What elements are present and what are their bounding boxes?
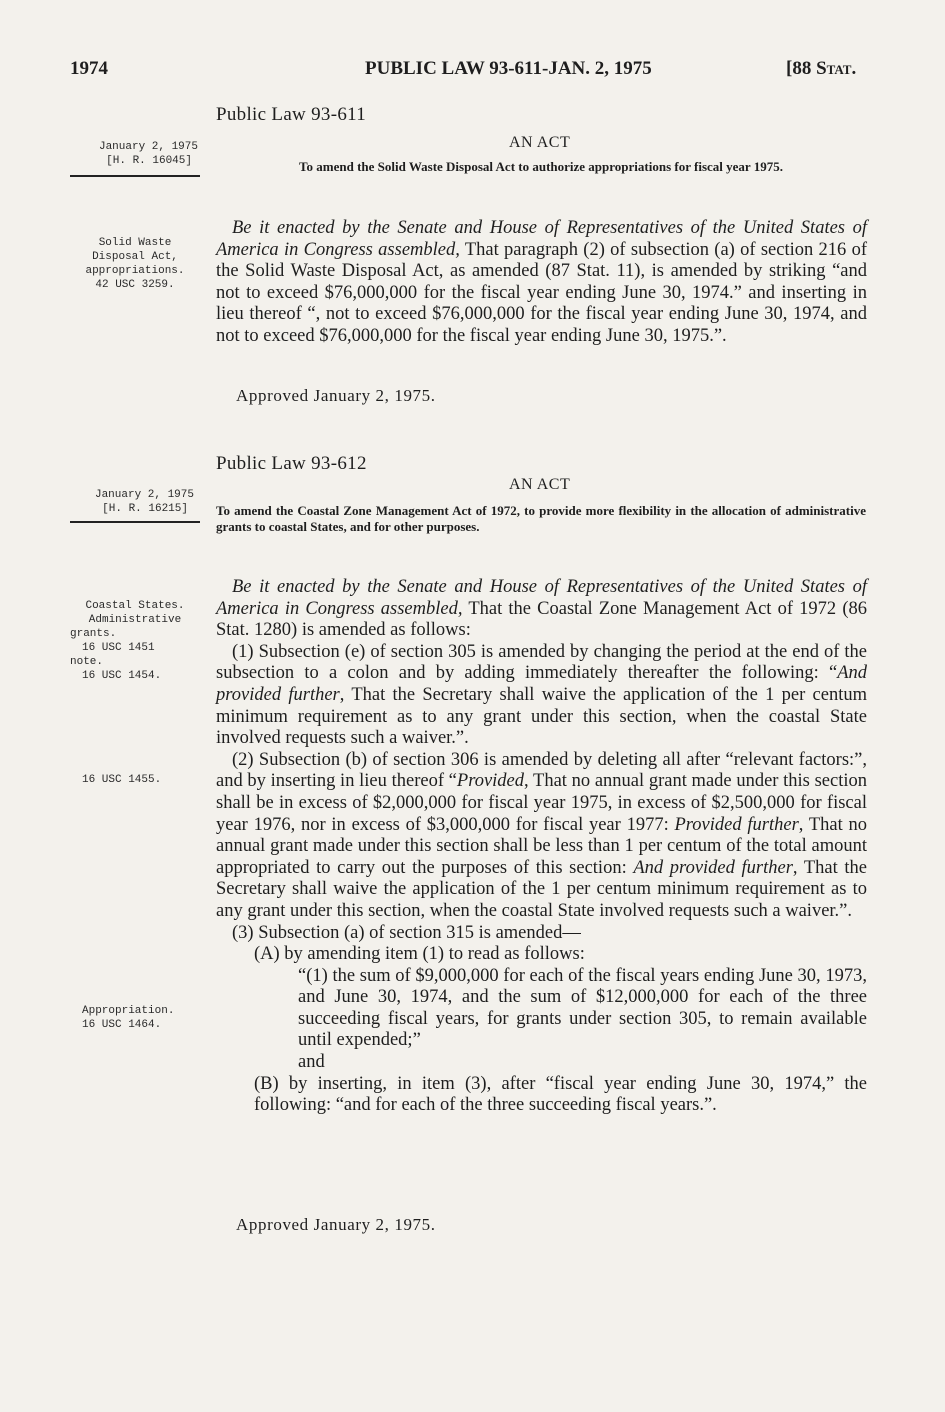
law2-body [216, 577, 867, 1117]
text-run: , That no annual grant made under this section shall be less than 1 per centum of the total amount appropriated to carry out the purposes of this section: [216, 814, 867, 878]
text-run-italic: And provided further [633, 857, 793, 878]
law2-paragraph-2 [216, 750, 867, 923]
law1-body [216, 218, 867, 348]
law2-paragraph-3: (3) Subsection (a) of section 315 is amended— [232, 922, 581, 943]
law2-enacting-rest: That the Coastal Zone Management Act of 1972 (86 Stat. 1280) is amended as follows: [216, 598, 868, 641]
margin-line: Administrative [88, 614, 182, 626]
text-run: (2) Subsection (b) of section 306 is amended by deleting all after “relevant factors:”, and by inserting in lieu thereof “ [216, 749, 867, 792]
law1-margin-note [70, 236, 200, 292]
stat-label: Stat. [816, 58, 857, 79]
stat-bracket: [88 [786, 58, 817, 79]
law1-approved: Approved January 2, 1975. [236, 386, 436, 405]
margin-line: 16 USC 1454. [82, 670, 162, 682]
law1-margin-rule [70, 175, 200, 177]
margin-line: Solid Waste [98, 237, 172, 249]
law2-margin-note-3 [70, 1004, 200, 1032]
margin-line: grants. [70, 628, 117, 640]
stat-volume [786, 58, 856, 80]
law1-title: Public Law 93-611 [216, 104, 367, 125]
law2-margin-rule [70, 521, 200, 523]
margin-line: appropriations. [85, 265, 185, 277]
law2-an-act: AN ACT [509, 476, 571, 493]
law1-date: January 2, 1975 [98, 141, 198, 153]
text-run: “(1) the sum of $9,000,000 for each of the fiscal years ending June 30, 1973, and June 30, 1974, and the sum of $12,000,000 for each of the three succeeding fiscal years, for grants under section 305, to remain available until expended;” [298, 965, 867, 1051]
law2-margin-note-1 [70, 599, 200, 683]
margin-line: Disposal Act, [92, 251, 178, 263]
law2-margin-note-2: 16 USC 1455. [82, 774, 162, 786]
law2-and: and [298, 1052, 325, 1073]
law1-an-act: AN ACT [509, 134, 571, 151]
running-title: PUBLIC LAW 93-611-JAN. 2, 1975 [365, 58, 652, 79]
margin-line: Appropriation. [82, 1005, 175, 1017]
law2-title: Public Law 93-612 [216, 453, 367, 474]
law2-paragraph-1 [216, 642, 867, 750]
margin-line: Coastal States. [85, 600, 185, 612]
law1-text: That paragraph (2) of subsection (a) of section 216 of the Solid Waste Disposal Act, as amended (87 Stat. 11), is amended by striking “and not to exceed $76,000,000 for the fiscal year ending June 30, 1974.” and inserting in lieu thereof “, not to exceed $76,000,000 for the fiscal year ending June 30, 1974, and not to exceed $76,000,000 for the fiscal year ending June 30, 1975.”. [216, 239, 867, 346]
law2-date: January 2, 1975 [94, 489, 194, 501]
margin-line: 42 USC 3259. [95, 279, 175, 291]
margin-line: 16 USC 1464. [82, 1019, 162, 1031]
text-run: , That no annual grant made under this section shall be in excess of $2,000,000 for fiscal year 1975, in excess of $2,500,000 for fiscal year 1976, nor in excess of $3,000,000 for fiscal year 1977: [216, 771, 867, 835]
margin-line: note. [70, 656, 104, 668]
law2-enacting-clause: Be it enacted by the Senate and House of Representatives of the United States of America in Congress assembled, [216, 577, 867, 619]
text-run-italic: Provided [456, 771, 525, 792]
law1-purpose: To amend the Solid Waste Disposal Act to authorize appropriations for fiscal year 1975. [299, 159, 783, 174]
page-number: 1974 [70, 58, 108, 79]
text-run-italic: Provided further [674, 814, 799, 835]
law2-paragraph-3b: (B) by inserting, in item (3), after “fiscal year ending June 30, 1974,” the following: “and for each of the three succeeding fiscal years.”. [254, 1073, 867, 1116]
text-run: , That the Secretary shall waive the application of the 1 per centum minimum requirement as to any grant under this section, when the coastal State involved requests such a waiver.”. [216, 857, 868, 921]
law2-bill: [H. R. 16215] [102, 503, 188, 515]
law2-quoted-item [216, 966, 867, 1052]
law1-enacting-clause: Be it enacted by the Senate and House of Representatives of the United States of America in Congress assembled, [216, 218, 867, 260]
margin-line: 16 USC 1451 [82, 642, 155, 654]
law1-bill: [H. R. 16045] [106, 155, 192, 167]
law2-approved: Approved January 2, 1975. [236, 1215, 436, 1234]
text-run-italic: And provided further [216, 663, 867, 705]
law2-paragraph-3a: (A) by amending item (1) to read as follows: [254, 944, 585, 965]
law2-purpose: To amend the Coastal Zone Management Act of 1972, to provide more flexibility in the allocation of administrative grants to coastal States, and for other purposes. [216, 503, 866, 534]
text-run: (1) Subsection (e) of section 305 is amended by changing the period at the end of the subsection to a colon and by adding immediately thereafter the following: “ [216, 641, 867, 684]
text-run: , That the Secretary shall waive the application of the 1 per centum minimum requirement as to any grant under this section, when the coastal State involved requests such a waiver.”. [216, 684, 867, 749]
